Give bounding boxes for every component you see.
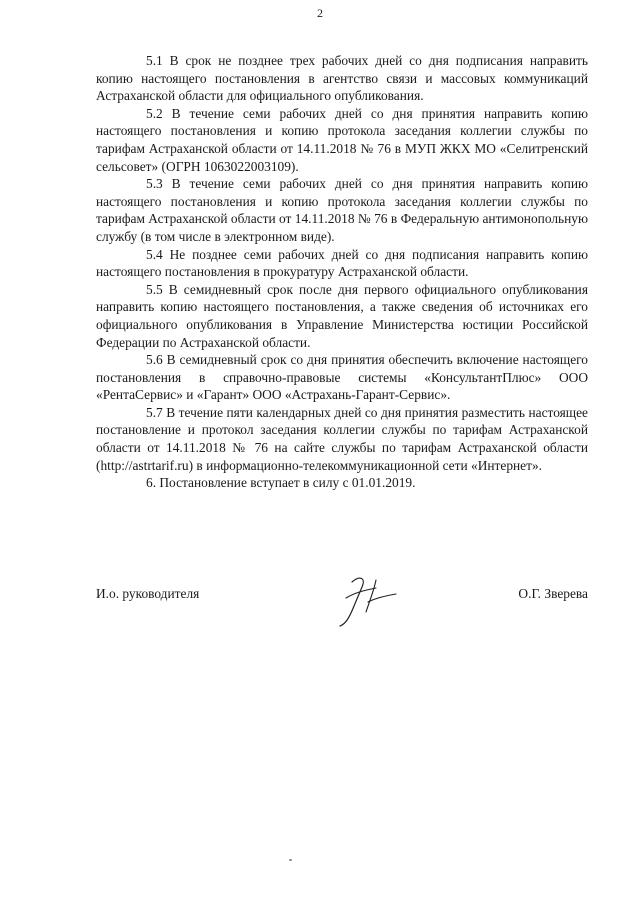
paragraph-5-2: 5.2 В течение семи рабочих дней со дня принятия направить копию настоящего постановления и копию протокола заседания коллегии службы по тарифам Астраханской области от 14.11.2018 № 76 в МУП ЖКХ МО «Селитренский сельсовет» (ОГРН 1063022003109).	[96, 105, 588, 174]
document-body	[96, 52, 588, 492]
paragraph-5-5: 5.5 В семидневный срок после дня первого официального опубликования направить копию настоящего постановления, а также сведения об источниках его официального опубликования в Управление Министерства юстиции Российской Федерации по Астраханской области.	[96, 281, 588, 350]
signature-block	[96, 572, 588, 632]
signatory-name: О.Г. Зверева	[518, 586, 588, 601]
handwritten-signature	[332, 572, 402, 630]
signatory-title: И.о. руководителя	[96, 586, 200, 601]
paragraph-5-1: 5.1 В срок не позднее трех рабочих дней со дня подписания направить копию настоящего постановления в агентство связи и массовых коммуникаций Астраханской области для официального опубликования.	[96, 53, 588, 104]
page-number: 2	[317, 6, 323, 20]
paragraph-5-6: 5.6 В семидневный срок со дня принятия обеспечить включение настоящего постановления в справочно-правовые системы «КонсультантПлюс» ООО «РентаСервис» и «Гарант» ООО «Астрахань-Гарант-Сервис».	[96, 352, 588, 403]
scan-artifact	[289, 859, 292, 861]
paragraph-5-3: 5.3 В течение семи рабочих дней со дня принятия направить копию настоящего постановления и копию протокола заседания коллегии службы по тарифам Астраханской области от 14.11.2018 № 76 в Федеральную антимонопольную службу (в том числе в электронном виде).	[96, 176, 588, 244]
paragraph-6: 6. Постановление вступает в силу с 01.01.2019.	[146, 475, 416, 491]
paragraph-5-7: 5.7 В течение пяти календарных дней со дня принятия разместить настоящее постановление и протокол заседания коллегии службы по тарифам Астраханской области от 14.11.2018 № 76 на сайте службы по тарифам Астраханской области (http://astrtarif.ru) в информационно-телекоммуникационной сети «Интернет».	[96, 404, 588, 473]
paragraph-5-4: 5.4 Не позднее семи рабочих дней со дня подписания направить копию настоящего постановления в прокуратуру Астраханской области.	[96, 246, 588, 280]
